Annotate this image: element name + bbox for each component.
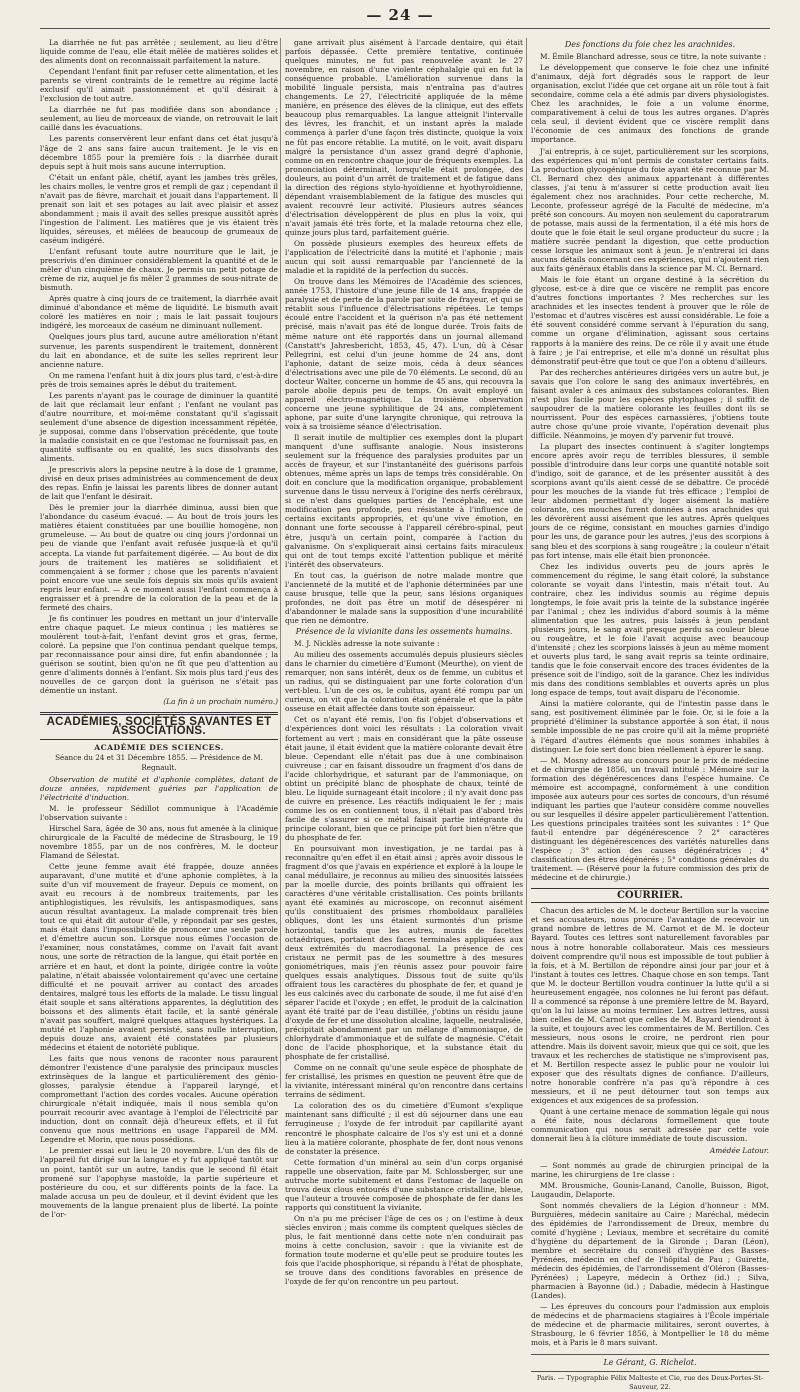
paragraph: Mais le foie étant un organe destiné à la sécrétion du glycose, est-ce à dire que ce viscère ne remplit pas encore d'autres fonctions importantes ? Mes recherches sur les arachnides et les insectes tendent à prouver que le rôle de l'estomac et d'autres viscères est aussi considérable. Le foie a été souvent considéré comme servant à l'épuration du sang, comme un organe d'élimination, agissant sous certains rapports à la manière des reins. De ce rôle il y avait une étude à faire ; je l'ai entreprise, et elle m'a donné un résultat plus démonstratif peut-être que tout ce que l'on a obtenu d'ailleurs. [531,275,769,366]
paragraph: — Sont nommés au grade de chirurgien principal de la marine, les chirurgiens de 1re classe : [531,1160,769,1179]
paragraph: On me ramena l'enfant huit à dix jours plus tard, c'est-à-dire près de trois semaines après le début du traitement. [40,370,278,389]
paragraph: La diarrhée ne fut pas modifiée dans son abondance ; seulement, au lieu de morceaux de viande, on retrouvait le lait caillé dans les évacuations. [40,105,278,133]
paragraph: La diarrhée ne fut pas arrêtée ; seulement, au lieu d'être liquide comme de l'eau, elle était mêlée de matières solides et des aliments dont on reconnaissait parfaitement la nature. [40,38,278,66]
session-date: Séance du 24 et 31 Décembre 1855. — Présidence de M. Regnault. [55,753,263,772]
paragraph: — M. Mosny adresse au concours pour le prix de médecine et de chirurgie de 1856, un travail intitulé : Mémoire sur la formation des dégénérescences dans l'espèce humaine. Ce mémoire est accompagné, conformément à une condition imposée aux auteurs pour ces sortes de concours, d'un résumé indiquant les parties que l'auteur considère comme nouvelles ou sur lesquelles il désire appeler particulièrement l'attention. Les questions principales traitées sont les suivantes : 1° Que faut-il entendre par dégénérescence ? 2° caractères distinguant les dégénérescences des variétés naturelles dans l'espèce ; 3° action des causes dégénératrices ; 4° classification des êtres dégénérés ; 5° conditions générales du traitement. — (Réservé pour la future commission des prix de médecine et de chirurgie.) [531,755,769,883]
paragraph: Chez les individus ouverts peu de jours après le commencement du régime, le sang était coloré, la substance colorante se voyait dans l'intestin, mais n'était tout. Au contraire, chez les individus soumis au régime depuis longtemps, le foie avait pris la teinte de la substance ingérée par l'animal ; chez les individus d'abord soumis à la même alimentation que les autres, puis laissés à jeun pendant plusieurs jours, le sang avait presque perdu sa couleur bleue ou rougeâtre, et le foie l'avait acquise avec beaucoup d'intensité ; chez les scorpions laissés à jeun au même moment et ouverts plus tard, le sang avait repris sa teinte ordinaire, tandis que le foie conservait encore des traces évidentes de la présence soit de l'indigo, soit de la garance. Chez les individus mis dans des conditions semblables et ouverts après un plus long espace de temps, tout avait disparu de l'économie. [531,561,769,698]
header-rule [40,28,770,29]
paragraph: Par des recherches antérieures dirigées vers un autre but, je savais que l'on colore le sang des animaux invertébrés, en faisant avaler à ces animaux des substances colorantes. Bien n'est plus facile pour les espèces phytophages ; il suffit de saupoudrer de la matière colorante les feuilles dont ils se nourrissent. Pour des espèces carnassières, j'obtiens toute autre chose qu'une proie vivante, l'opération devenait plus difficile. Néanmoins, je moyen d'y parvenir fut trouvé. [531,367,769,440]
editor-signature: Amédée Latour. [709,1145,769,1155]
paragraph: Sont nommés chevaliers de la Légion d'honneur : MM. Burguières, médecin sanitaire au Caire ; Maréchal, médecin des épidémies de l'arrondissement de Dreux, membre du comité d'hygiène ; Leviaux, membre et secrétaire du comité d'hygiène du département de la Gironde ; Daran (Léon), membre et secrétaire du conseil d'hygiène des Basses-Pyrénées, médecin en chef de l'hôpital de Pau ; Guirette, médecin des épidémies, de l'arrondissement d'Oléron (Basses-Pyrénées) ; Lapeyre, médecin à Orthez (id.) ; Silva, pharmacien à Bayonne (id.) ; Dabadie, médecin à Hastingue (Landes). [531,1200,769,1301]
paragraph: M. le professeur Sédillot communique à l'Académie l'observation suivante : [40,803,278,822]
page-number: — 24 — [366,6,434,24]
paragraph: Le développement que conserve le foie chez une infinité d'animaux, déjà fort dégradés sous le rapport de leur organisation, exclut l'idée que cet organe ait un rôle tout à fait secondaire, comme cela a été admis par divers physiologistes. Chez les arachnides, le foie a un volume énorme, comparativement à celui de tous les autres organes. D'après cela seul, il devient évident que ce viscère remplit dans l'économie de ces animaux des fonctions de grande importance. [531,63,769,145]
liver-heading: Des fonctions du foie chez les arachnides. [564,40,736,49]
paragraph: En tout cas, la guérison de notre malade montre que l'ancienneté de la mutité et de l'aphonie déterminées par une cause brusque, telle que la peur, sans lésions organiques profondes, ne doit pas être un motif de désespérer ni d'abandonner le malade sans la supposition d'une incurabilité que rien ne démontre. [285,570,523,625]
paragraph: En poursuivant mon investigation, je ne tardai pas à reconnaître qu'en effet il en était ainsi ; après avoir dissous le fragment d'os que j'avais en expérience et exploré à la loupe le canal médullaire, je reconnus au milieu des sinuosités laissées par la moelle durcie, des points brillants qui offraient les caractères d'une véritable cristallisation. Ces points brillants ayant été examinés au microscope, on reconnut aisément qu'ils constituaient des prismes rhomboïdaux parallèles obliques, dont les uns étaient surmontés d'un prisme horizontal, tandis que les autres, munis de facettes octaédriques, portaient des faces terminales appliquées aux deux extrémités du macrodiagonal. La présence de ces cristaux ne permit pas de les soumettre à des mesures goniométriques, mais j'en réunis assez pour pouvoir faire quelques essais analytiques. Dissous tout de suite qu'ils offraient tous les caractères du phosphate de fer, et quand je les eus calcinés avec du carbonate de soude, il me fut aisé d'en séparer l'acide et l'oxyde ; en effet, le produit de la calcination ayant été traité par de l'eau distillée, j'obtins un résidu jaune d'oxyde de fer et une dissolution alcaline, laquelle, neutralisée, précipitait abondamment par un mélange d'ammoniaque, de chlorhydrate d'ammoniaque et de sulfate de magnésie. C'était donc de l'acide phosphorique, et la substance était du phosphate de fer cristallisé. [285,844,523,1062]
paragraph: Quelques jours plus tard, aucune autre amélioration n'étant survenue, les parents suspendirent le traitement, donnèrent du lait en abondance, et de suite les selles reprirent leur ancienne nature. [40,332,278,369]
paragraph: — Les épreuves du concours pour l'admission aux emplois de médecins et de pharmaciens stagiaires à l'École impériale de médecine et de pharmacie militaires, seront ouvertes, à Strasbourg, le 6 février 1856, à Montpellier le 18 du même mois, et à Paris le 8 mars suivant. [531,1302,769,1348]
case-report-continued [40,38,278,695]
observation-title: Observation de mutité et d'aphonie complètes, datant de douze années, rapidement guéries par l'application de l'électricité d'induction. [40,774,278,802]
paragraph: L'enfant refusant toute autre nourriture que le lait, je prescrivis d'en diminuer considérablement la quantité et de le mêler d'un cinquième de chaux. Je permis un petit potage de crème de riz, auquel je fis mêler 2 grammes de sous-nitrate de bismuth. [40,247,278,293]
continuation-note: (La fin à un prochain numéro.) [163,697,278,707]
column-2 [285,38,523,1287]
manager-signature: Le Gérant, G. Richelot. [531,1354,769,1367]
paragraph: MM. Brousmiche, Gounis-Lanand, Canolle, Buisson, Bigot, Laugaudin, Delaporte. [531,1180,769,1199]
paragraph: Ainsi la matière colorante, qui de l'intestin passe dans le sang, est positivement éliminée par le foie. Or, si le foie a la propriété d'éliminer la substance apportée à son état, il nous semble impossible de ne pas croire qu'il ait la même propriété à l'égard d'autres éléments que nous sommes inhabiles à distinguer. Le foie sert donc bien réellement à épurer le sang. [531,699,769,754]
column-3 [531,38,769,1391]
paragraph: Les parents n'ayant pas le courage de diminuer la quantité de lait que réclamait leur enfant ; l'enfant ne voulant pas d'autre nourriture, et moi-même constatant qu'il s'agissait seulement d'une absence de digestion incessamment répétée, je supposai, comme dans l'observation précédente, que toute la maladie consistait en ce que l'estomac ne fournissait pas, en quantité suffisante ou en qualité, les sucs dissolvants des aliments. [40,390,278,464]
column-1 [40,38,278,1219]
paragraph: Je fis continuer les poudres en mettant un jour d'intervalle entre chaque paquet. Le mieux continua ; les matières se moulèrent tout-à-fait, l'enfant devint gros et gras, ferme, coloré. La pepsine que l'on continua pendant quelque temps, par reconnaissance pour ainsi dire, fut enfin abandonnée ; la guérison se soutint, bien qu'on ne fît que peu d'attention au genre d'aliments donnés à l'enfant. Six mois plus tard j'eus des nouvelles de ce garçon dont la guérison ne s'était pas démentie un instant. [40,613,278,696]
paragraph: gane arrivait plus aisément à l'arcade dentaire, qui était parfois dépassée. Cette première tentative, continuée quelques minutes, ne fut pas renouvelée avant le 27 novembre, en raison d'une violente céphalalgie qui en fut la conséquence probable. L'amélioration survenue dans la mobilité linguale persista, mais n'entraîna pas d'autres changements. Le 27, l'électricité appliquée de la même manière, en présence des élèves de la clinique, eut des effets beaucoup plus remarquables. La langue atteignit l'intervalle des lèvres, les franchit, et un instant après la malade commença à parler d'une façon très distincte, quoique la voix ne fût pas encore rétablie. La mutité, on le voit, avait disparu malgré la persistance d'un assez grand degré d'aphonie, comme on en rencontre chaque jour de fréquents exemples. La prononciation déterminait, lorsqu'elle était prolongée, des douleurs, au point d'un arrêt de traitement et de fatigue dans la direction des régions stylo-hyoïdienne et hyothyroïdienne, dépendant vraisemblablement de la fatigue des muscles qui avaient recouvré leur activité. Plusieurs autres séances d'électrisation développèrent de plus en plus la voix, qui n'avait jamais été très forte, et la malade retourna chez elle, quinze jours plus tard, parfaitement guérie. [285,38,523,237]
paragraph: Chacun des articles de M. le docteur Bertillon sur la vaccine et ses accusateurs, nous procure l'avantage de recevoir un grand nombre de lettres de M. Carnot et de M. le docteur Bayard. Toutes ces lettres sont naturellement favorables par nous à notre honorable collaborateur. Mais ces messieurs doivent comprendre qu'il nous est impossible de tout publier à la fois, et à M. Bertillon de répondre ainsi jour par jour et à l'instant à toutes ces lettres. Chaque chose en son temps. Tant que M. le docteur Bertillon voudra continuer la lutte qu'il a si heureusement engagée, nos colonnes ne lui feront pas défaut. Il a commencé sa réponse à une première lettre de M. Bayard, qu'on la lui laisse au moins terminer. Les autres lettres, aussi bien celles de M. Carnot que celles de M. Bayard viendront à la suite, et toujours avec les commentaires de M. Bertillon. Ces messieurs, nous osons le croire, ne perdront rien pour attendre. Mais ils doivent savoir, mieux que qui ce soit, que les travaux et les recherches de statistique ne s'improvisent pas, et M. Bertillon respecte assez le public pour ne vouloir lui exposer que des résultats dignes de confiance. D'ailleurs, notre honorable confrère n'a pas qu'à répondre à ces messieurs, et il ne peut détourner tout son temps aux exigences et aux exigences de sa profession. [531,906,769,1106]
courrier-title: COURRIER. [531,888,769,903]
paragraph: Après quatre à cinq jours de ce traitement, la diarrhée avait diminué d'abondance et même de liquidité. Le bismuth avait coloré les matières en noir ; mais le lait passait toujours indigéré, les morceaux de caséum ne diminuant nullement. [40,294,278,331]
paragraph: Cependant l'enfant finit par refuser cette alimentation, et les parents se virent contraints de le remettre au régime lacté exclusif qu'il aimait passionnément et qu'il désirait à l'exclusion de tout autre. [40,67,278,104]
paragraph: Comme on ne connaît qu'une seule espèce de phosphate de fer cristallisé, les prismes en question ne peuvent être que de la vivianite, intéressant minéral qu'on rencontre dans certains terrains de sédiment. [285,1063,523,1100]
paragraph: La coloration des os du cimetière d'Eumont s'explique maintenant sans difficulté ; il est dû séjourner dans une eau ferrugineuse ; l'oxyde de fer introduit par capillarité ayant rencontré le phosphate calcaire de l'os s'y est uni et a donné lieu à la matière colorante, phosphate de fer, dont nous venons de constater la présence. [285,1101,523,1156]
paragraph: La plupart des insectes continuent à s'agiter longtemps encore après avoir reçu de terribles blessures, il semble possible d'introduire dans leur corps une quantité notable soit d'indigo, soit de garance, et de les présenter aussitôt à des scorpions avant qu'ils aient cessé de se débattre. Ce procédé pour les mouches de la viande fut très efficace ; l'emploi de leur abdomen permettant d'y loger aisément la matière colorante, ces mouches furent données à nos arachnides qui les dévorèrent aussi aisément que les autres. Après quelques jours de ce régime, consistant en mouches garnies d'indigo pour les uns, de garance pour les autres, j'eus des scorpions à sang bleu et des scorpions à sang rougeâtre ; la couleur n'était pas fort intense, mais elle était bien prononcée. [531,442,769,560]
column-divider-2 [526,38,527,1088]
paragraph: Les faits que nous venons de raconter nous paraurent démontrer l'existence d'une paralysie des principaux muscles extrinsèques de la langue et particulièrement des génio-glosses, paralysie étendue à l'appareil laryngé, et compromettant l'action des cordes vocales. Aucune opération chirurgicale n'était indiquée, mais il nous sembla qu'on pourrait recourir avec avantage à l'emploi de l'électricité par induction, dont on connaît déjà d'heureux effets, et il fut convenu que nous mettrions en usage l'appareil de MM. Legendre et Morin, que nous possédions. [40,1053,278,1145]
paragraph: Hirschel Sara, âgée de 30 ans, nous fut amenée à la clinique chirurgicale de la Faculté de médecine de Strasbourg, le 19 novembre 1855, par un de nos confrères, M. le docteur Flamand de Sélestat. [40,823,278,860]
paragraph: M. Émile Blanchard adresse, sous ce titre, la note suivante : [540,52,767,62]
paragraph: J'ai entrepris, à ce sujet, particulièrement sur les scorpions, des expériences qui m'ont permis de constater certains faits. La production glycogénique du foie ayant été reconnue par M. Cl. Bernard chez des animaux appartenant à différentes classes, j'ai tenu à m'assurer si cette production avait lieu également chez nos arachnides. Pour cette recherche, M. Leconte, professeur agrégé de la Faculté de médecine, m'a prêté son concours. Au moyen non seulement du caporatrarum de potasse, mais aussi de la fermentation, il a été mis hors de doute que le foie était le seul organe producteur du sucre ; la matière sucrée pendant la digestion, que cette production cesse lorsque les animaux sont à jeun. Je n'entrerai ici dans aucuns détails concernant ces expériences, qui n'ajoutent rien aux faits généraux établis dans la science par M. Cl. Bernard. [531,146,769,274]
paragraph: Au milieu des ossements accumulés depuis plusieurs siècles dans le charnier du cimetière d'Eumont (Meurthe), on vient de remarquer, non sans intérêt, deux os de femme, un cubitus et un radius, qui se distinguaient par une forte coloration d'un vert-bleu. L'un de ces os, le cubitus, ayant été rompu par un curieux, on vit que la coloration était générale et que la pâte osseuse en était affectée dans toute son épaisseur. [285,650,523,714]
paragraph: C'était un enfant pâle, chétif, ayant les jambes très grêles, les chairs molles, le ventre gros et rempli de gaz ; cependant il n'avait pas de fièvre, marchait et jouait dans l'appartement. Il prenait son lait et ses potages au lait avec plaisir et assez abondamment ; mais il avait des selles presque aussitôt après l'ingestion de l'aliment. Les matières que je vis étaient très liquides, séreuses, et mêlées de beaucoup de grumeaux de caséum indigéré. [40,172,278,245]
paragraph: Cet os n'ayant été remis, l'on fis l'objet d'observations et d'expériences dont voici les résultats : La coloration vivait fortement au vert ; mais en considérant que la pâte osseuse était jaune, il était évident que la matière colorante devait être bleue. Cependant elle n'était pas due à une combinaison cuivreuse ; car en faisant dissoudre un fragment d'os dans de l'acide chlorhydrique, et saturant par de l'ammoniaque, on obtint un précipité blanc de phosphate de chaux, teinté de bleu. Le liquide surnageant était incolore ; il n'y avait donc pas de cuivre en présence. Les réactifs indiquaient le fer ; mais comme les os en contiennent tous, il n'était pas d'abord très facile de s'assurer si ce métal faisait partie intégrante du principe colorant, bien que ce principe pût fort bien n'être que du phosphate de fer. [285,715,523,843]
paragraph: On possède plusieurs exemples des heureux effets de l'application de l'électricité dans la mutité et l'aphonie ; mais aucun qui soit aussi remarquable par l'ancienneté de la maladie et la rapidité de la perfection du succès. [285,239,523,276]
paragraph: Cette jeune femme avait été frappée, douze années auparavant, d'une mutité et d'une aphonie complètes, à la suite d'un vif mouvement de frayeur. Depuis ce moment, on avait eu recours à de nombreux traitements, par les antiphlogistiques, les révulsifs, les antispasmodiques, sans aucun résultat avantageux. La malade comprenait très bien tout ce qui était dit autour d'elle, y répondait par ses gestes, mais était dans l'impossibilité de prononcer une seule parole et d'émettre aucun son. Lorsque nous eûmes l'occasion de l'examiner, nous constatâmes, comme on l'avait fait avant nous, une sorte de rétraction de la langue, qui était portée en arrière et en haut, et dont la pointe, dirigée contre la voûte palatine, n'était abaissée volontairement qu'avec une certaine difficulté et ne pouvait arriver au contact des arcades dentaires, malgré tous les efforts de la malade. Le tissu lingual était souple et sans altérations apparentes, la déglutition des boissons et des aliments était facile, et la santé générale n'avait pas souffert, malgré quelques attaques hystériques. La mutité et l'aphonie avaient persisté, sans nulle interruption, depuis douze ans, avaient été constatées par plusieurs médecins et étaient de notoriété publique. [40,861,278,1052]
paragraph: M. J. Nicklès adresse la note suivante : [294,639,440,649]
academy-title: ACADÉMIE DES SCIENCES. [94,743,224,753]
paragraph: Dès le premier jour la diarrhée diminua, aussi bien que l'abondance du caséum évacué. — Au bout de trois jours les matières étaient constituées par une bouillie homogène, non grumeleuse. — Au bout de quatre ou cinq jours j'ordonnai un peu de viande que l'enfant avait refusée jusque-là et qu'il accepta. La viande fut parfaitement digérée. — Au bout de dix jours de traitement les matières se solidifiaient et commençaient à se former ; chose que les parents n'avaient point encore vue une seule fois depuis six mois qu'ils avaient repris leur enfant. — A ce moment aussi l'enfant commença à engraisser et à prendre de la coloration de la peau et de la fermeté des chairs. [40,503,278,612]
paragraph: Il serait inutile de multiplier ces exemples dont la plupart manquent d'une suffisante analogie. Nous insisterons seulement sur la fréquence des paralysies produites par un accès de frayeur, et sur l'instantanéité des guérisons parfois obtenues, même après un laps de temps très considérable. On doit en conclure que la modification organique, probablement survenue dans le tissu nerveux à l'origine des nerfs cérébraux, si ce n'est dans quelques parties de l'encéphale, est une modification peu profonde, peu résistante à l'influence de certains excitants appropriés, et qu'une vive émotion, en donnant une forte secousse à l'appareil cérébro-spinal, peut être, jusqu'à un certain point, comparée à l'action du galvanisme. On s'expliquerait ainsi certains faits miraculeux qui ont de tout temps excité l'attention publique et mérité l'intérêt des observateurs. [285,433,523,569]
section-title: ACADÉMIES, SOCIÉTÉS SAVANTES ET ASSOCIATIONS. [40,712,278,740]
paragraph: Quant à une certaine menace de sommation légale qui nous a été faite, nous déclarons formellement que toute communication qui nous serait adressée par cette voie donnerait lieu à la clôture immédiate de toute discussion. [531,1107,769,1144]
paragraph: Je prescrivis alors la pepsine neutre à la dose de 1 gramme, divisé en deux prises administrées au commencement de deux des repas. Enfin je laissai les parents libres de donner autant de lait que l'enfant le désirait. [40,465,278,502]
paragraph: On n'a pu me préciser l'âge de ces os ; on l'estime à deux siècles environ ; mais comme ils comptent quelques siècles de plus, le fait mentionné dans cette note n'en conduirait pas moins à cette conclusion, savoir : que la vivianite est de formation toute moderne et qu'elle peut se produire toutes les fois que l'acide phosphorique, si répandu à l'état de phosphate, se trouve dans des conditions favorables en présence de l'oxyde de fer qu'on rencontre un peu partout. [285,1213,523,1287]
paragraph: On trouve dans les Mémoires de l'Académie des sciences, année 1753, l'histoire d'une jeune fille de 14 ans, frappée de paralysie et de perte de la parole par suite de frayeur, et qui se rétablit sous l'influence d'électrisations répétées. Le temps écoulé entre l'accident et la guérison n'a pas été nettement précisé, mais n'avait pas été de longue durée. Trois faits de même nature ont été rapportés dans un journal allemand (Canstatt's Jahresbericht, 1853, 45, 47). L'un, dû à César Pellegrini, est celui d'un jeune homme de 24 ans, dont l'aphonie, datant de seize mois, céda à deux séances d'électrisations avec une pile de 70 éléments. Le second, dû au docteur Walter, concerne un homme de 45 ans, qui recouvra la parole abolie depuis peu de temps. On avait employé un appareil électro-magnétique. La troisième observation concerne une jeune syphilitique de 24 ans, complètement aphone, par suite d'une laryngite chronique, qui retrouva la voix à sa troisième séance d'électrisation. [285,277,523,431]
printer-imprint: Paris. — Typographie Félix Malteste et Cie, rue des Deux-Portes-St-Sauveur, 22. [531,1371,769,1392]
paragraph: Le premier essai eut lieu le 20 novembre. L'un des fils de l'appareil fut dirigé sur la langue et y fut appliqué tantôt sur un point, tantôt sur un autre, tandis que le second fil était promené sur l'apophyse mastoïde, la partie supérieure et postérieure du cou, et sur différents points de la face. La malade accusa un peu de douleur, et il devint évident que les mouvements de la langue prenaient plus de liberté. La pointe de l'or- [40,1146,278,1219]
paragraph: Les parents conservèrent leur enfant dans cet état jusqu'à l'âge de 2 ans sans faire aucun traitement. Je le vis en décembre 1855 pour la première fois : la diarrhée durait depuis sept à huit mois sans aucune interruption. [40,134,278,171]
paragraph: Cette formation d'un minéral au sein d'un corps organisé rappelle une observation, faite par M. Schlossberger, sur une autruche morte subitement et dans l'estomac de laquelle on trouva deux clous entourés d'une substance cristalline, bleue, que l'auteur a trouvée composée de phosphate de fer dans les rapports qui constituent la vivianite. [285,1157,523,1212]
column-divider-1 [280,38,281,1088]
vivianite-heading: Présence de la vivianite dans les ossements humains. [295,627,513,636]
